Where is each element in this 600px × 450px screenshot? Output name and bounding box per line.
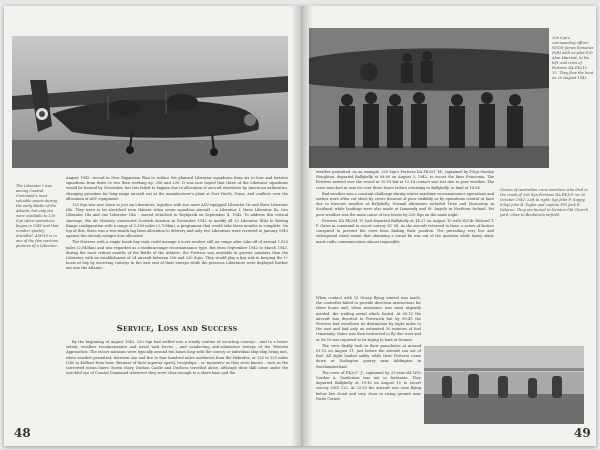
liberator-aircraft-image [12,36,288,168]
right-body-text [316,170,494,246]
graves-photo-caption: Graves of Australian crew members who died in the crash of 206 Sqn Fortress IIA FK197 on 20 October 1942. Left to right: Sgt John F. Guppy, F/Sgt John B. Taylor and captain P/O Jack E. Delarue. They are buried in Newton Old Church yard, close to Benbecula airfield. [500,188,588,217]
crew-photo [309,28,549,168]
crew-group-image [309,28,549,168]
right-body-paragraph-3: Fortress IIA FK204 'N' had departed Ballykelly at 14:27 on August 10 with W/Cdr Richard T. F. Gates in command to escort convoy SC 94. As the aircraft returned to base, a series of factors conspired to prevent the crew from finding their position. The prevailing very low and widespread cloud meant that obtaining a visual fix was out of the question while heavy static made radio communication almost impossible. [316,218,494,244]
left-body-text-2 [66,340,288,377]
section-heading: Service, Loss and Success [116,324,238,334]
left-body-paragraph-3: The Fortress with a single bomb bay tank could manage a more modest still air range after take-off of around 1,825 miles (2,940km) and was regarded as a medium-range reconnaissance type. But from September 1942 to March 1943, during the most critical months of the Battle of the Atlantic, the Fortress was available in greater numbers than the Liberator, with an establishment of 24 aircraft between 206 and 220 Sqns. They would play a key role in keeping the U-boats at bay by escorting convoys in the east end of their sweeps while the precious Liberators were deployed further out into the Atlantic. [66,240,288,271]
graves-image [424,346,584,424]
right-body-text-2 [316,296,421,403]
graves-photo [424,346,584,424]
right-body-paragraph-2: Bad weather was a constant challenge during winter maritime reconnaissance operations and sorties were often cut short by crews because of poor visibility or by operations control at base due to forecast weather at Ballykelly. Normal alternates included Tiree and Stornoway in Scotland, while landings were also made at Limavady and St. Angelo in Northern Ireland. Yet poor weather was the main cause of two losses by 220 Sqn on the same night. [316,191,494,217]
left-body-paragraph-1: August 1942: record in New Expansion Plan to reduce the planned Liberator squadrons from six to four and fortress squadrons from three to two then working up, 206 and 220. It was now hoped that three of the Liberator squadrons would be formed by November, but this failed to happen due to allocation of aircraft elsewhere by American authorities, changing priorities for long-range aircraft out at the manufacturer's plant at Fort Worth, Texas, and conflicts over the allocation of ASV equipment. [66,176,288,201]
left-body-text [66,176,288,273]
right-page-number: 49 [574,426,591,440]
left-body-paragraph-2: 120 Sqn was now down to just six Liberators, together with two more ASV-equipped Liberator IIs and three Liberator IIIs. They were to be stretched even thinner when seven squadron aircraft – a Liberator I, three Liberator IIs, two Liberator IIIs and one Liberator IIIA – moved detached to Reykjavik on September 4, 1942. To address this critical shortage, the Air Ministry contracted Scottish Aviation in November 1942 to modify all 33 Liberator IIIAs to Boeing Range configuration with a range of 2,300 miles (3,700km), a programme that would take three months to complete. On top of this, there was a two-month lag from allocation to delivery and only two Liberators were received in January 1943 against the already meagre four allocated. [66,203,288,239]
right-body2-paragraph-3: The crew of FK207 'J', captained by 23-year-old W/O Gordon A. Sanderson was not so fortunate. They departed Ballykelly at 19:16 on August 10 to escort convoy ONS 122. At 23:30 the aircraft was seen flying below low cloud and very close to rising ground near Nutts Corner. [316,370,421,401]
liberator-aircraft-photo [12,36,288,168]
right-body2-paragraph-2: The crew finally took to their parachutes at around 01:15 on August 11, just before the aircraft ran out of fuel. All eight landed safely while their Fortress came down at Dodington quarry near Addington in Northumberland. [316,343,421,369]
left-body2-paragraph-1: By the beginning of August 1942, 220 Sqn had settled into a steady routine of escorting convoys – and to a lesser extent, weather reconnaissance and naval task forces – and conducting anti-submarine sweeps of the Western Approaches. The escort missions were typically around ten hours long with the convoy or individual ship-ship being met, when weather permitted, between one and five to four hundred miles northwest from the Hebrides, or 225 to 325 miles (360 to 460km) from base. Because of their superior speed, troopships – or 'monsters' as they were known – such as the converted ocean liners Queen Mary, Durban Castle and Duchess travelled alone, although their skill came under the watchful eye of Coastal Command whenever they were close enough to a shore base and the [66,340,288,376]
book-spread [4,6,596,446]
right-body2-paragraph-1: When contact with 15 Group flying control was made, the controller failed to provide direction instructions for three hours and, when assistance was most urgently needed, the trailing aerial which fouled. At 00:15 the aircraft was diverted to Prestwick but by 00:45 the Fortress had overflown its destination by eight miles to the east and had only an estimated 30 minutes of fuel remaining. Gates was then instructed to fly due west and at 00:53 was reported to be trying to land at Dunure. [316,296,421,342]
left-photo-caption: The Liberator I was among Coastal Command's most valuable assets during the early Battle of the Atlantic but only ten were available to 120 Sqn when operations began in 1941 and that number quickly dwindled. AM910 is in one of the few wartime pictures of a Liberator. [16,184,59,248]
left-page-number: 48 [14,426,31,440]
right-body-paragraph-1: weather permitted. As an example, 220 Sqn's Fortress IIA FK201 'M', captained by F/Sgt Stanley Houghton, departed Ballykelly at 08:00 on August 3, 1942, to escort the liner Franconia. The Fortress arrived over the vessel at 10:59 but at 12:14 contact was lost due to poor weather. The crew searched in vain for over three hours before returning to Ballykelly, to land at 18:54. [316,170,494,190]
crew-photo-caption: 206 Sqn's commanding officer W/Cdr James Romanes (left) with co-pilot F/O Alan Marriott, to his left, and crew of Fortress IIA FK210 'D'. They flew the hunt on 20 August 1942. [552,36,594,80]
